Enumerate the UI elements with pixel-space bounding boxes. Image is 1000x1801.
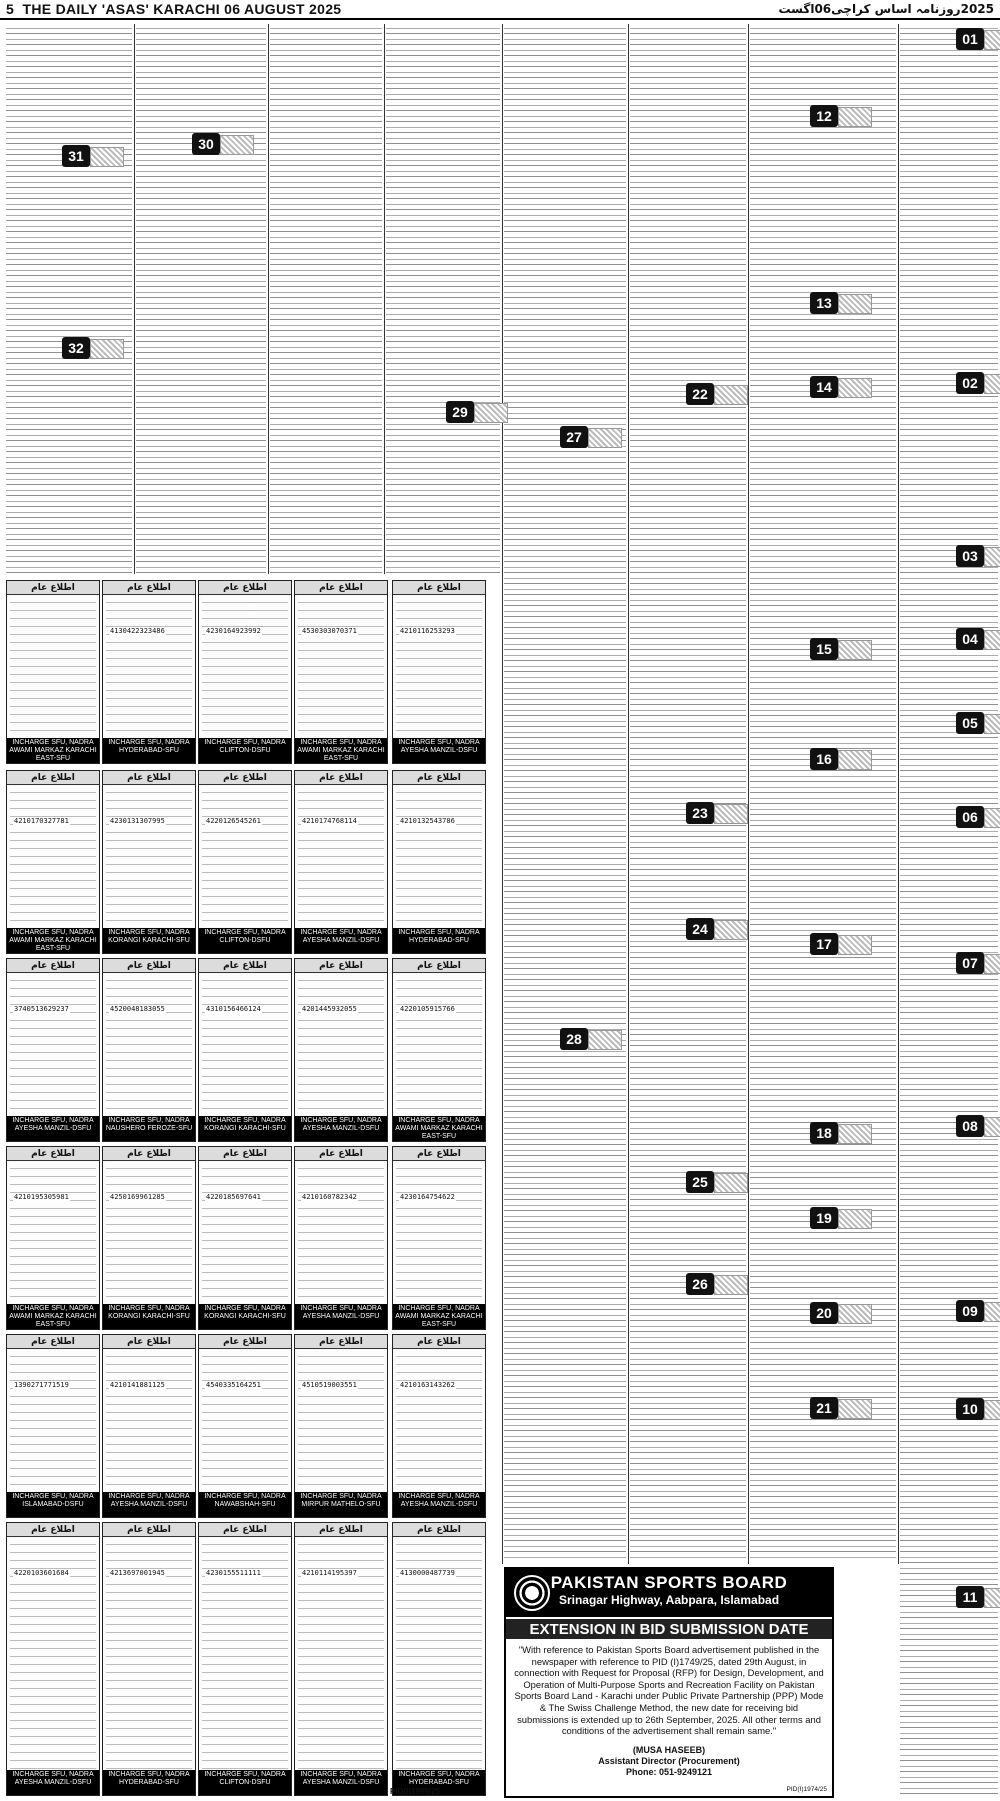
cnic-number: 4213697001945 xyxy=(110,1569,165,1577)
news-number-badge: 28 xyxy=(560,1028,588,1050)
notice-heading: اطلاع عام xyxy=(103,581,195,595)
notice-footer: INCHARGE SFU, NADRA KORANGI KARACHI-SFU xyxy=(199,1304,291,1329)
public-notice xyxy=(392,770,486,954)
notice-footer: INCHARGE SFU, NADRA MIRPUR MATHELO-SFU xyxy=(295,1492,387,1517)
psb-header xyxy=(506,1569,832,1617)
notice-heading: اطلاع عام xyxy=(103,959,195,973)
text-lines xyxy=(6,24,132,574)
news-text-column xyxy=(900,24,998,1799)
notice-text xyxy=(298,975,384,1115)
news-number-badge: 14 xyxy=(810,376,838,398)
notice-heading: اطلاع عام xyxy=(295,959,387,973)
public-notice xyxy=(392,1522,486,1796)
news-number-badge: 07 xyxy=(956,952,984,974)
masthead-urdu: 2025روزنامہ اساس کراچی06اگست xyxy=(778,2,994,16)
notice-text xyxy=(202,1163,288,1303)
notice-heading: اطلاع عام xyxy=(295,1147,387,1161)
notice-footer: INCHARGE SFU, NADRA ISLAMABAD-DSFU xyxy=(7,1492,99,1517)
notice-heading: اطلاع عام xyxy=(393,771,485,785)
public-notice xyxy=(102,958,196,1142)
column-divider xyxy=(628,24,629,1564)
public-notice xyxy=(6,580,100,764)
cnic-number: 4230155511111 xyxy=(206,1569,261,1577)
notice-footer: INCHARGE SFU, NADRA HYDERABAD-SFU xyxy=(393,928,485,953)
news-number-badge: 32 xyxy=(62,337,90,359)
notice-text xyxy=(10,597,96,737)
newspaper-title xyxy=(6,1,341,17)
notice-text xyxy=(106,597,192,737)
notice-heading: اطلاع عام xyxy=(7,581,99,595)
notice-text xyxy=(202,1351,288,1491)
notice-heading: اطلاع عام xyxy=(7,1335,99,1349)
cnic-number: 4220103601684 xyxy=(14,1569,69,1577)
news-number-badge: 03 xyxy=(956,545,984,567)
notice-heading: اطلاع عام xyxy=(199,959,291,973)
news-number-badge: 15 xyxy=(810,638,838,660)
news-text-column xyxy=(630,24,746,1559)
cnic-number: 4210141881125 xyxy=(110,1381,165,1389)
cnic-number: 4210174768114 xyxy=(302,817,357,825)
notice-text xyxy=(106,1163,192,1303)
notice-text xyxy=(298,787,384,927)
notice-heading: اطلاع عام xyxy=(295,1523,387,1537)
psb-designation: Assistant Director (Procurement) xyxy=(598,1755,740,1766)
notice-footer: INCHARGE SFU, NADRA CLIFTON-DSFU xyxy=(199,928,291,953)
notice-text xyxy=(396,975,482,1115)
notice-footer: INCHARGE SFU, NADRA AYESHA MANZIL-DSFU xyxy=(295,1770,387,1795)
notice-footer: INCHARGE SFU, NADRA HYDERABAD-SFU xyxy=(103,1770,195,1795)
notice-footer: INCHARGE SFU, NADRA AWAMI MARKAZ KARACHI EAST-SFU xyxy=(7,1304,99,1329)
notice-footer: INCHARGE SFU, NADRA KORANGI KARACHI-SFU xyxy=(103,1304,195,1329)
notice-footer: INCHARGE SFU, NADRA CLIFTON-DSFU xyxy=(199,1770,291,1795)
cnic-number: 4230164923992 xyxy=(206,627,261,635)
notice-heading: اطلاع عام xyxy=(103,1523,195,1537)
news-number-badge: 26 xyxy=(686,1273,714,1295)
cnic-number: 4530303070371 xyxy=(302,627,357,635)
cnic-number: 4510519003551 xyxy=(302,1381,357,1389)
cnic-number: 4210132543786 xyxy=(400,817,455,825)
text-lines xyxy=(136,24,266,574)
psb-phone: Phone: 051-9249121 xyxy=(625,1766,713,1777)
public-notice xyxy=(198,580,292,764)
news-number-badge: 21 xyxy=(810,1397,838,1419)
notice-text xyxy=(396,1163,482,1303)
notice-footer: INCHARGE SFU, NADRA NAUSHERO FEROZE-SFU xyxy=(103,1116,195,1141)
column-divider xyxy=(134,24,135,574)
news-number-badge: 16 xyxy=(810,748,838,770)
notice-heading: اطلاع عام xyxy=(7,1147,99,1161)
page-header xyxy=(0,0,1000,20)
cnic-number: 3740513629237 xyxy=(14,1005,69,1013)
public-notice xyxy=(6,770,100,954)
notice-heading: اطلاع عام xyxy=(7,959,99,973)
news-number-badge: 12 xyxy=(810,105,838,127)
notice-text xyxy=(106,787,192,927)
notice-footer: INCHARGE SFU, NADRA AYESHA MANZIL-DSFU xyxy=(103,1492,195,1517)
public-notice xyxy=(294,580,388,764)
public-notice xyxy=(294,1522,388,1796)
psb-signature xyxy=(506,1745,832,1778)
text-lines xyxy=(504,24,626,1559)
news-number-badge: 18 xyxy=(810,1122,838,1144)
notice-heading: اطلاع عام xyxy=(103,1335,195,1349)
notice-text xyxy=(298,597,384,737)
pid-left: PID(I)1999/25 xyxy=(390,1787,440,1796)
news-text-column xyxy=(750,24,896,1559)
news-text-column xyxy=(386,24,500,574)
notice-footer: INCHARGE SFU, NADRA KORANGI KARACHI-SFU xyxy=(103,928,195,953)
notice-text xyxy=(202,597,288,737)
news-number-badge: 13 xyxy=(810,292,838,314)
notice-footer: INCHARGE SFU, NADRA AYESHA MANZIL-DSFU xyxy=(7,1770,99,1795)
notice-footer: INCHARGE SFU, NADRA AYESHA MANZIL-DSFU xyxy=(393,738,485,763)
notice-text xyxy=(298,1163,384,1303)
news-number-badge: 09 xyxy=(956,1300,984,1322)
public-notice xyxy=(6,1334,100,1518)
news-number-badge: 20 xyxy=(810,1302,838,1324)
notice-text xyxy=(106,1351,192,1491)
text-lines xyxy=(270,24,382,574)
news-number-badge: 08 xyxy=(956,1115,984,1137)
cnic-number: 1390271771519 xyxy=(14,1381,69,1389)
cnic-number: 4201445932055 xyxy=(302,1005,357,1013)
news-number-badge: 25 xyxy=(686,1171,714,1193)
text-lines xyxy=(750,24,896,1559)
news-number-badge: 27 xyxy=(560,426,588,448)
notice-heading: اطلاع عام xyxy=(199,1147,291,1161)
cnic-number: 4220126545261 xyxy=(206,817,261,825)
cnic-number: 4210116253293 xyxy=(400,627,455,635)
notice-text xyxy=(10,1351,96,1491)
cnic-number: 4130422323486 xyxy=(110,627,165,635)
public-notice xyxy=(198,1522,292,1796)
news-number-badge: 29 xyxy=(446,401,474,423)
notice-text xyxy=(202,975,288,1115)
notice-heading: اطلاع عام xyxy=(103,771,195,785)
notice-heading: اطلاع عام xyxy=(103,1147,195,1161)
news-number-badge: 06 xyxy=(956,806,984,828)
notice-footer: INCHARGE SFU, NADRA AYESHA MANZIL-DSFU xyxy=(7,1116,99,1141)
notice-text xyxy=(10,1163,96,1303)
column-divider xyxy=(268,24,269,574)
notice-footer: INCHARGE SFU, NADRA CLIFTON-DSFU xyxy=(199,738,291,763)
public-notice xyxy=(294,958,388,1142)
notice-text xyxy=(202,787,288,927)
notice-heading: اطلاع عام xyxy=(393,959,485,973)
cnic-number: 4220105915766 xyxy=(400,1005,455,1013)
public-notice xyxy=(102,770,196,954)
notice-footer: INCHARGE SFU, NADRA NAWABSHAH-SFU xyxy=(199,1492,291,1517)
notice-heading: اطلاع عام xyxy=(393,581,485,595)
public-notice xyxy=(294,1334,388,1518)
news-number-badge: 22 xyxy=(686,383,714,405)
notice-footer: INCHARGE SFU, NADRA AWAMI MARKAZ KARACHI EAST-SFU xyxy=(7,738,99,763)
notice-footer: INCHARGE SFU, NADRA HYDERABAD-SFU xyxy=(103,738,195,763)
notice-heading: اطلاع عام xyxy=(199,771,291,785)
psb-address: Srinagar Highway, Aabpara, Islamabad xyxy=(558,1593,780,1607)
cnic-number: 4540335164251 xyxy=(206,1381,261,1389)
news-number-badge: 30 xyxy=(192,133,220,155)
cnic-number: 4210195305981 xyxy=(14,1193,69,1201)
notice-heading: اطلاع عام xyxy=(295,581,387,595)
column-divider xyxy=(384,24,385,574)
public-notice xyxy=(102,580,196,764)
news-number-badge: 24 xyxy=(686,918,714,940)
public-notice xyxy=(392,580,486,764)
notice-heading: اطلاع عام xyxy=(393,1523,485,1537)
notice-footer: INCHARGE SFU, NADRA HYDERABAD-SFU xyxy=(393,1770,485,1795)
public-notice xyxy=(392,1146,486,1330)
news-number-badge: 23 xyxy=(686,802,714,824)
cnic-number: 4130000487739 xyxy=(400,1569,455,1577)
notice-text xyxy=(10,975,96,1115)
notice-text xyxy=(10,787,96,927)
masthead-english: THE DAILY 'ASAS' KARACHI 06 AUGUST 2025 xyxy=(22,1,342,17)
public-notice xyxy=(102,1334,196,1518)
psb-pid: PID(I)1974/25 xyxy=(786,1786,827,1793)
text-lines xyxy=(630,24,746,1559)
public-notice xyxy=(6,1522,100,1796)
notice-heading: اطلاع عام xyxy=(199,1523,291,1537)
notice-footer: INCHARGE SFU, NADRA AWAMI MARKAZ KARACHI EAST-SFU xyxy=(295,738,387,763)
cnic-number: 4230131307995 xyxy=(110,817,165,825)
news-number-badge: 01 xyxy=(956,28,984,50)
notice-text xyxy=(298,1351,384,1491)
notice-footer: INCHARGE SFU, NADRA AYESHA MANZIL-DSFU xyxy=(295,1304,387,1329)
notice-footer: INCHARGE SFU, NADRA AYESHA MANZIL-DSFU xyxy=(295,1116,387,1141)
notice-footer: INCHARGE SFU, NADRA AWAMI MARKAZ KARACHI EAST-SFU xyxy=(393,1304,485,1329)
news-text-column xyxy=(136,24,266,574)
public-notice xyxy=(392,958,486,1142)
text-lines xyxy=(900,24,998,1799)
public-notice xyxy=(6,958,100,1142)
psb-banner: EXTENSION IN BID SUBMISSION DATE xyxy=(506,1617,832,1639)
cnic-number: 4210170327781 xyxy=(14,817,69,825)
cnic-number: 4220185697641 xyxy=(206,1193,261,1201)
news-number-badge: 05 xyxy=(956,712,984,734)
column-divider xyxy=(898,24,899,1564)
notice-footer: INCHARGE SFU, NADRA AWAMI MARKAZ KARACHI EAST-SFU xyxy=(7,928,99,953)
column-divider xyxy=(502,24,503,1564)
notice-heading: اطلاع عام xyxy=(393,1147,485,1161)
notice-heading: اطلاع عام xyxy=(7,771,99,785)
public-notice xyxy=(6,1146,100,1330)
news-number-badge: 19 xyxy=(810,1207,838,1229)
notice-footer: INCHARGE SFU, NADRA AYESHA MANZIL-DSFU xyxy=(295,928,387,953)
public-notice xyxy=(198,770,292,954)
news-number-badge: 04 xyxy=(956,628,984,650)
notice-heading: اطلاع عام xyxy=(7,1523,99,1537)
text-lines xyxy=(386,24,500,574)
notice-text xyxy=(396,1351,482,1491)
news-text-column xyxy=(504,24,626,1559)
cnic-number: 4310156466124 xyxy=(206,1005,261,1013)
news-number-badge: 11 xyxy=(956,1586,984,1608)
notice-footer: INCHARGE SFU, NADRA AYESHA MANZIL-DSFU xyxy=(393,1492,485,1517)
news-text-column xyxy=(6,24,132,574)
psb-title: PAKISTAN SPORTS BOARD xyxy=(550,1573,788,1592)
public-notice xyxy=(198,1334,292,1518)
column-divider xyxy=(748,24,749,1564)
cnic-number: 4250169961285 xyxy=(110,1193,165,1201)
psb-logo-icon xyxy=(514,1575,550,1611)
notice-text xyxy=(396,787,482,927)
notice-heading: اطلاع عام xyxy=(295,1335,387,1349)
notice-heading: اطلاع عام xyxy=(393,1335,485,1349)
public-notice xyxy=(392,1334,486,1518)
psb-signer: (MUSA HASEEB) xyxy=(632,1744,706,1755)
notice-heading: اطلاع عام xyxy=(295,771,387,785)
cnic-number: 4520048183055 xyxy=(110,1005,165,1013)
notice-footer: INCHARGE SFU, NADRA KORANGI KARACHI-SFU xyxy=(199,1116,291,1141)
page-number: 5 xyxy=(6,1,15,17)
public-notice xyxy=(198,1146,292,1330)
news-number-badge: 17 xyxy=(810,933,838,955)
public-notice xyxy=(102,1146,196,1330)
cnic-number: 4210160782342 xyxy=(302,1193,357,1201)
notice-heading: اطلاع عام xyxy=(199,581,291,595)
news-number-badge: 02 xyxy=(956,372,984,394)
news-number-badge: 10 xyxy=(956,1398,984,1420)
public-notice xyxy=(198,958,292,1142)
notice-heading: اطلاع عام xyxy=(199,1335,291,1349)
psb-body: "With reference to Pakistan Sports Board advertisement published in the newspaper with reference to PID (I)1749/25, dated 29th August, in connection with Request for Proposal (RFP) for Design, Development, and Operation of Multi-Purpose Sports and Recreation Facility on Pakistan Sports Board Land - Karachi under Public Private Partnership (PPP) Mode & The Swiss Challenge Method, the new date for receiving bid submissions is extended up to 26th September, 2025. All other terms and conditions of the advertisement shall remain same." xyxy=(514,1644,824,1737)
psb-advertisement xyxy=(504,1567,834,1798)
notice-text xyxy=(106,975,192,1115)
public-notice xyxy=(294,770,388,954)
cnic-number: 4210163143262 xyxy=(400,1381,455,1389)
cnic-number: 4230164754622 xyxy=(400,1193,455,1201)
public-notice xyxy=(294,1146,388,1330)
news-text-column xyxy=(270,24,382,574)
cnic-number: 4210114195397 xyxy=(302,1569,357,1577)
news-number-badge: 31 xyxy=(62,145,90,167)
notice-text xyxy=(396,597,482,737)
public-notice xyxy=(102,1522,196,1796)
notice-footer: INCHARGE SFU, NADRA AWAMI MARKAZ KARACHI EAST-SFU xyxy=(393,1116,485,1141)
